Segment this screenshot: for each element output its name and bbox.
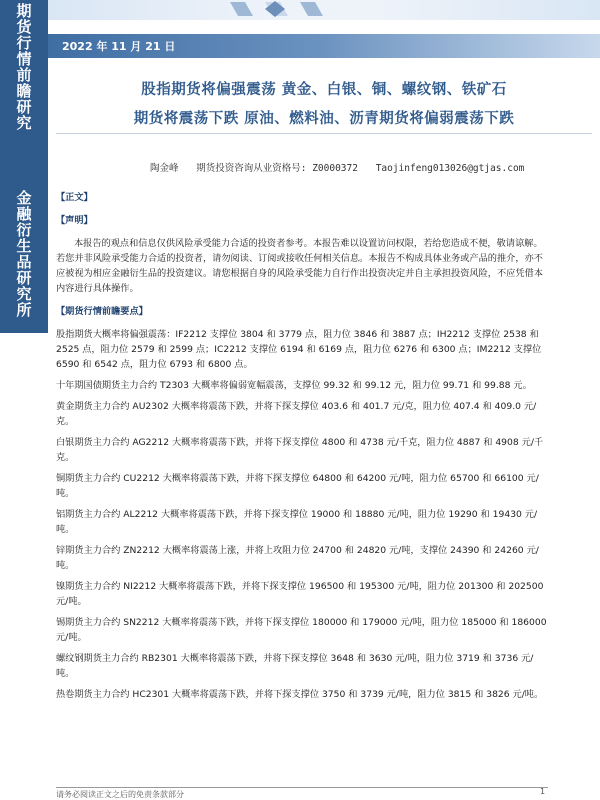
sidebar-bottom-label: 金融衍生品研究所 <box>14 190 33 318</box>
report-date: 2022 年 11 月 21 日 <box>62 40 176 53</box>
footer-note: 请务必阅读正文之后的免责条款部分 <box>56 790 184 799</box>
logo-icon <box>225 0 335 18</box>
report-title-line-2: 期货将震荡下跌 原油、燃料油、沥青期货将偏弱震荡下跌 <box>133 110 515 127</box>
author-qualification: 期货投资咨询从业资格号: Z0000372 <box>196 163 358 174</box>
outlook-item: 热卷期货主力合约 HC2301 大概率将震荡下跌，并将下探支撑位 3750 和 3739 元/吨，阻力位 3815 和 3826 元/吨。 <box>56 689 544 700</box>
outlook-item: 锡期货主力合约 SN2212 大概率将震荡下跌，并将下探支撑位 180000 和 179000 元/吨，阻力位 185000 和 186000 元/吨。 <box>56 617 547 643</box>
author-email[interactable]: Taojinfeng013026@gtjas.com <box>375 163 525 174</box>
author-line <box>150 160 536 174</box>
section-head-disclaimer: 【声明】 <box>56 215 93 226</box>
page-number: 1 <box>540 787 546 796</box>
outlook-item: 螺纹钢期货主力合约 RB2301 大概率将震荡下跌，并将下探支撑位 3648 和 3630 元/吨，阻力位 3719 和 3736 元/吨。 <box>56 653 534 679</box>
disclaimer-text: 本报告的观点和信息仅供风险承受能力合适的投资者参考。本报告难以设置访问权限，若给您造成不便，敬请谅解。若您并非风险承受能力合适的投资者，请勿阅读、订阅或接收任何相关信息。本报告不构成具体业务或产品的推介，亦不应被视为相应金融衍生品的投资建议。请您根据自身的风险承受能力自行作出投资决定并自主承担投资风险，不应凭借本内容进行具体操作。 <box>56 238 543 294</box>
outlook-item: 股指期货大概率将偏强震荡：IF2212 支撑位 3804 和 3779 点，阻力位 3846 和 3887 点；IH2212 支撑位 2538 和 2525 点，阻力位 2579 和 2599 点；IC2212 支撑位 6194 和 6169 点，阻力位 6276 和 6300 点；IM2212 支撑位 6590 和 6542 点，阻力位 6793 和 6800 点。 <box>56 329 542 370</box>
title-divider <box>56 133 592 134</box>
section-head-outlook: 【期货行情前瞻要点】 <box>56 306 148 317</box>
section-head-body: 【正文】 <box>56 192 93 203</box>
sidebar <box>0 0 48 800</box>
outlook-item: 黄金期货主力合约 AU2302 大概率将震荡下跌，并将下探支撑位 403.6 和 401.7 元/克，阻力位 407.4 和 409.0 元/克。 <box>56 401 537 427</box>
outlook-item: 锌期货主力合约 ZN2212 大概率将震荡上涨，并将上攻阻力位 24700 和 24820 元/吨，支撑位 24390 和 24260 元/吨。 <box>56 545 539 571</box>
report-title-line-1: 股指期货将偏强震荡 黄金、白银、铜、螺纹钢、铁矿石 <box>141 81 507 98</box>
outlook-item: 铜期货主力合约 CU2212 大概率将震荡下跌，并将下探支撑位 64800 和 64200 元/吨，阻力位 65700 和 66100 元/吨。 <box>56 473 539 499</box>
author-name: 陶金峰 <box>150 163 179 174</box>
sidebar-top-label: 期货行情前瞻研究 <box>14 2 33 131</box>
footer-divider <box>56 787 548 788</box>
outlook-item: 铝期货主力合约 AL2212 大概率将震荡下跌，并将下探支撑位 19000 和 18880 元/吨，阻力位 19290 和 19430 元/吨。 <box>56 509 538 535</box>
outlook-item: 十年期国债期货主力合约 T2303 大概率将偏弱宽幅震荡，支撑位 99.32 和 99.12 元，阻力位 99.71 和 99.88 元。 <box>56 380 532 391</box>
report-body <box>56 190 548 708</box>
outlook-item: 镍期货主力合约 NI2212 大概率将震荡下跌，并将下探支撑位 196500 和 195300 元/吨，阻力位 201300 和 202500 元/吨。 <box>56 581 544 607</box>
outlook-item: 白银期货主力合约 AG2212 大概率将震荡下跌，并将下探支撑位 4800 和 4738 元/千克，阻力位 4887 和 4908 元/千克。 <box>56 437 544 463</box>
